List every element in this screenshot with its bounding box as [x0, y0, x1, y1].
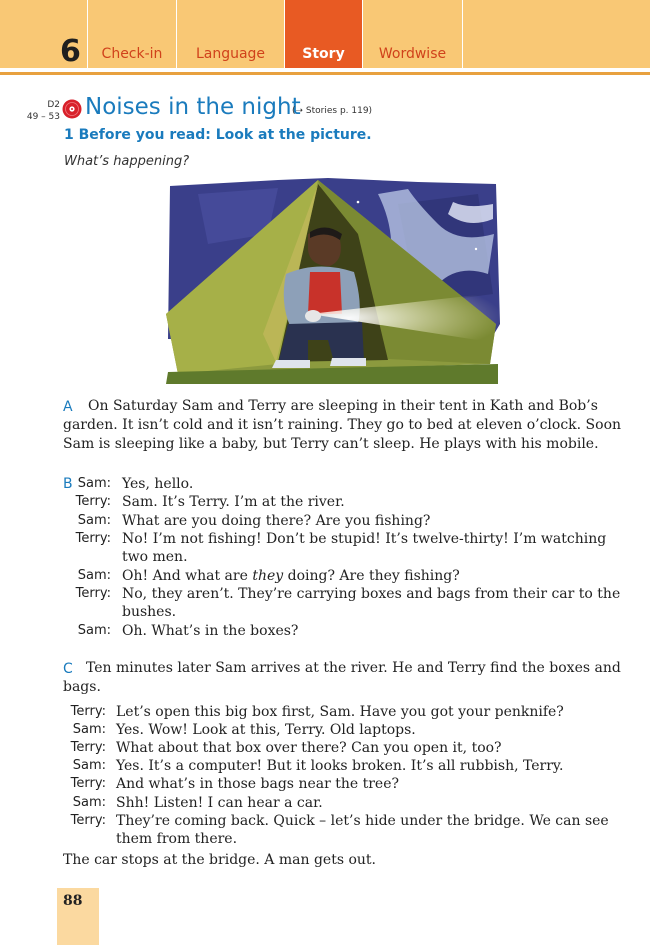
dialogue-line: Yes. Wow! Look at this, Terry. Old laptops.: [116, 722, 416, 738]
unit-number: 6: [60, 34, 81, 69]
audio-disc: D2: [47, 100, 60, 110]
speaker-label: Terry:: [75, 494, 111, 509]
dialogue-line: Sam. It’s Terry. I’m at the river.: [122, 494, 345, 510]
dialogue-line: two men.: [122, 549, 188, 565]
tab-story[interactable]: Story: [284, 0, 362, 68]
speaker-label: Sam:: [77, 513, 111, 528]
cd-icon[interactable]: [62, 99, 82, 123]
section-c-closing: The car stops at the bridge. A man gets out.: [63, 852, 376, 868]
section-a-letter: A: [63, 399, 73, 415]
dialogue-line: What about that box over there? Can you open it, too?: [116, 740, 502, 756]
speaker-label: Sam:: [77, 476, 111, 491]
dialogue-line: Yes, hello.: [122, 476, 194, 492]
dialogue-line: Let’s open this big box first, Sam. Have you got your penknife?: [116, 704, 564, 720]
cross-reference[interactable]: (➝ Stories p. 119): [292, 106, 373, 116]
story-illustration: [158, 174, 503, 384]
dialogue-line: Shh! Listen! I can hear a car.: [116, 795, 323, 811]
speaker-label: Terry:: [70, 813, 106, 828]
speaker-label: Terry:: [70, 704, 106, 719]
dialogue-line: them from there.: [116, 831, 238, 847]
page-number: 88: [63, 893, 83, 909]
dialogue-line: No, they aren’t. They’re carrying boxes and bags from their car to the: [122, 586, 621, 602]
section-a-line-1: On Saturday Sam and Terry are sleeping in their tent in Kath and Bob’s: [88, 398, 598, 414]
dialogue-line: [122, 567, 460, 585]
speaker-label: Sam:: [72, 795, 106, 810]
speaker-label: Sam:: [72, 722, 106, 737]
audio-tracks: 49 – 53: [26, 112, 60, 122]
exercise-question: What’s happening?: [64, 154, 190, 169]
page-title: Noises in the night: [85, 94, 301, 120]
dialogue-line: bushes.: [122, 604, 177, 620]
tab-wordwise[interactable]: Wordwise: [362, 0, 463, 68]
speaker-label: Terry:: [75, 586, 111, 601]
speaker-label: Terry:: [70, 740, 106, 755]
speaker-label: Terry:: [75, 531, 111, 546]
dialogue-line: Oh. What’s in the boxes?: [122, 623, 299, 639]
section-a-line-2: garden. It isn’t cold and it isn’t raining. They go to bed at eleven o’clock. Soon: [63, 417, 622, 433]
dialogue-text: Oh! And what are: [122, 568, 253, 584]
speaker-label: Sam:: [77, 623, 111, 638]
section-a-line-3: Sam is sleeping like a baby, but Terry can’t sleep. He plays with his mobile.: [63, 436, 599, 452]
header-divider: [0, 72, 650, 75]
dialogue-line: And what’s in those bags near the tree?: [116, 776, 400, 792]
section-c-letter: C: [63, 661, 73, 677]
section-b-letter: B: [63, 476, 73, 492]
speaker-label: Sam:: [72, 758, 106, 773]
dialogue-line: No! I’m not fishing! Don’t be stupid! It’s twelve-thirty! I’m watching: [122, 531, 607, 547]
section-c-intro-1: Ten minutes later Sam arrives at the river. He and Terry find the boxes and: [86, 660, 621, 676]
tab-language[interactable]: Language: [176, 0, 284, 68]
chapter-header: [0, 0, 650, 68]
dialogue-line: Yes. It’s a computer! But it looks broken. It’s all rubbish, Terry.: [116, 758, 564, 774]
dialogue-text: doing? Are they fishing?: [283, 568, 460, 584]
tab-check-in[interactable]: Check-in: [87, 0, 176, 68]
section-c-intro-2: bags.: [63, 679, 101, 695]
speaker-label: Terry:: [70, 776, 106, 791]
audio-reference: [26, 99, 60, 123]
exercise-heading: 1 Before you read: Look at the picture.: [64, 127, 372, 143]
dialogue-emphasis: they: [252, 568, 284, 584]
dialogue-line: What are you doing there? Are you fishing?: [122, 513, 431, 529]
dialogue-line: They’re coming back. Quick – let’s hide under the bridge. We can see: [116, 813, 609, 829]
speaker-label: Sam:: [77, 568, 111, 583]
